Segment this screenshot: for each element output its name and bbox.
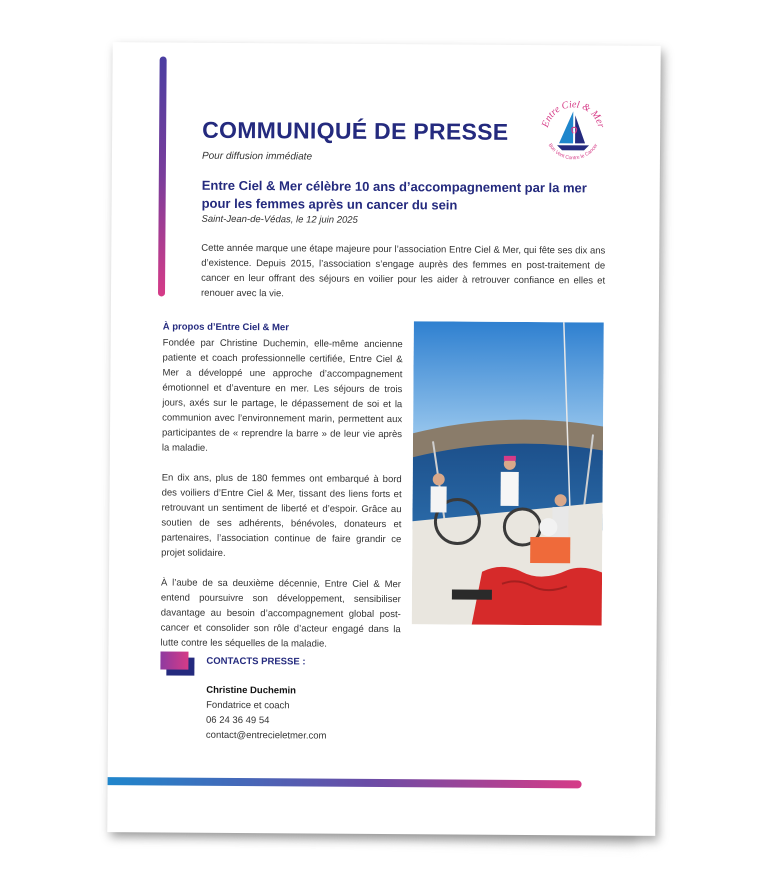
contacts-title: CONTACTS PRESSE : xyxy=(206,655,306,668)
page-subtitle: Pour diffusion immédiate xyxy=(201,150,313,163)
about-paragraph: En dix ans, plus de 180 femmes ont embarqué à bord des voiliers d’Entre Ciel & Mer, tissant des liens forts et retrouvant un sentiment de liberté et d’espoir. Grâce au soutien de ses adhérents, bénévoles, donateurs et partenaires, l’association continue de faire grandir ce projet solidaire. xyxy=(161,472,402,559)
about-heading: À propos d’Entre Ciel & Mer xyxy=(162,321,289,334)
svg-text:Bon Vent Contre le Cancer: Bon Vent Contre le Cancer xyxy=(546,142,600,162)
contacts-marker xyxy=(160,651,196,677)
contact-card xyxy=(206,683,327,744)
press-release-page xyxy=(107,42,661,836)
sailboat-photo xyxy=(412,321,604,625)
about-body xyxy=(160,335,402,667)
svg-text:Entre Ciel & Mer: Entre Ciel & Mer xyxy=(539,99,607,130)
headline: Entre Ciel & Mer célèbre 10 ans d’accompagnement par la mer pour les femmes après un cancer du sein xyxy=(201,177,587,213)
dateline: Saint-Jean-de-Védas, le 12 juin 2025 xyxy=(201,213,358,226)
about-paragraph: Fondée par Christine Duchemin, elle-même ancienne patiente et coach professionnelle certifiée, Entre Ciel & Mer a développé une approche d’accompagnement émotionnel et d’aventure en mer. Les séjours de trois jours, axés sur le partage, le dépassement de soi et la communion avec l’environnement marin, permettent aux participantes de « reprendre la barre » de leur vie après la maladie. xyxy=(161,337,403,454)
footer-bar xyxy=(108,777,582,788)
about-paragraph: À l’aube de sa deuxième décennie, Entre Ciel & Mer entend poursuivre son développement, sensibiliser davantage au besoin d’accompagnement global post-cancer et consolider son rôle d’acteur engagé dans la lutte contre les séquelles de la maladie. xyxy=(160,577,402,650)
intro-paragraph: Cette année marque une étape majeure pour l’association Entre Ciel & Mer, qui fête ses dix ans d’existence. Depuis 2015, l’association s’engage auprès des femmes en post-traitement de cancer en leur offrant des séjours en voilier pour les aider à retrouver confiance en elles et renouer avec la vie. xyxy=(200,242,606,300)
contact-name: Christine Duchemin xyxy=(206,684,297,697)
entre-ciel-et-mer-logo xyxy=(537,93,610,166)
contact-role: Fondatrice et coach xyxy=(206,699,290,712)
contact-phone: 06 24 36 49 54 xyxy=(205,714,270,727)
accent-bar xyxy=(158,56,167,296)
page-title: COMMUNIQUÉ DE PRESSE xyxy=(202,116,509,145)
contact-email[interactable]: contact@entrecieletmer.com xyxy=(205,729,327,742)
